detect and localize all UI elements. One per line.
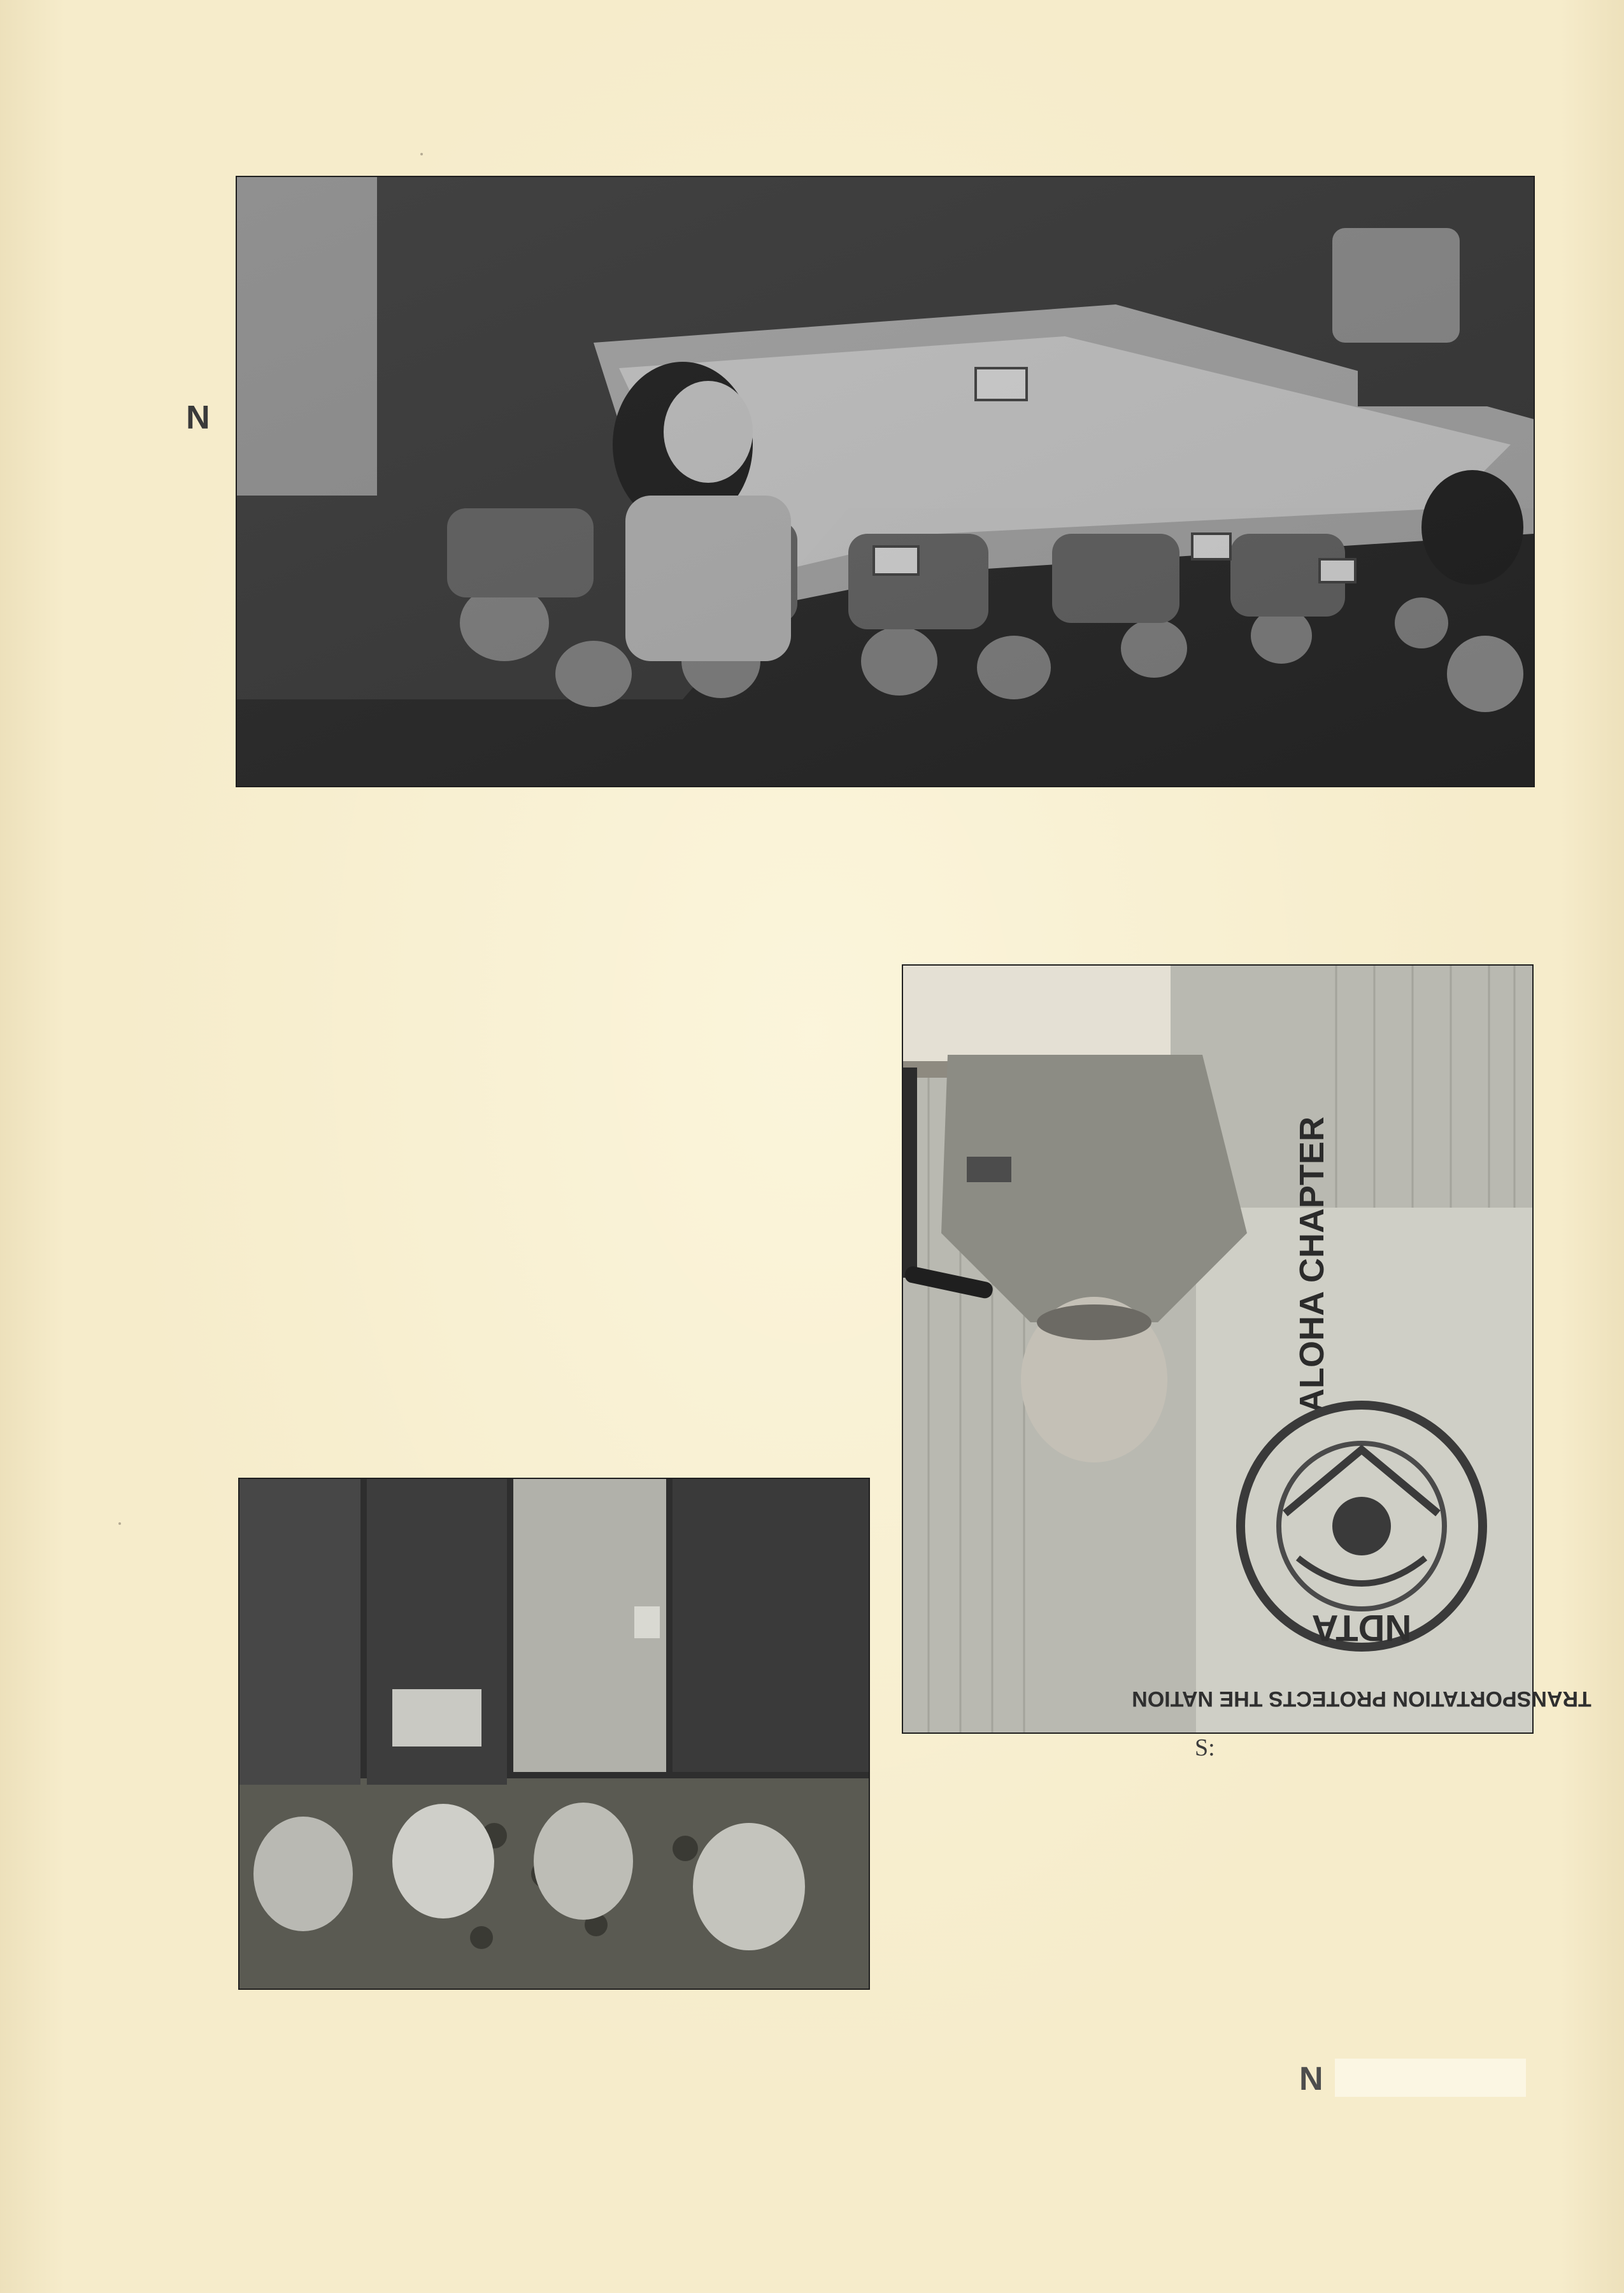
folio-letter-bottom: N xyxy=(1299,2061,1323,2097)
group-photo-image xyxy=(239,1479,869,1989)
banner-chapter-text: ALOHA CHAPTER xyxy=(1293,1117,1331,1413)
speaker-photo xyxy=(903,966,1592,1732)
emblem-ring-text: TRANSPORTATION PROTECTS THE NATION xyxy=(1132,1687,1592,1711)
folio-letter-top: N xyxy=(186,398,210,435)
speaker-photo-image xyxy=(903,966,1592,1732)
stray-text: S: xyxy=(1195,1734,1215,1761)
emblem-letters: NDTA xyxy=(1311,1607,1412,1648)
dust-speck xyxy=(118,1522,121,1525)
dust-speck xyxy=(420,153,423,155)
folio-strip xyxy=(1335,2059,1526,2097)
banquet-photo-image xyxy=(237,177,1534,786)
group-photo xyxy=(239,1479,869,1989)
banquet-photo xyxy=(237,177,1534,786)
